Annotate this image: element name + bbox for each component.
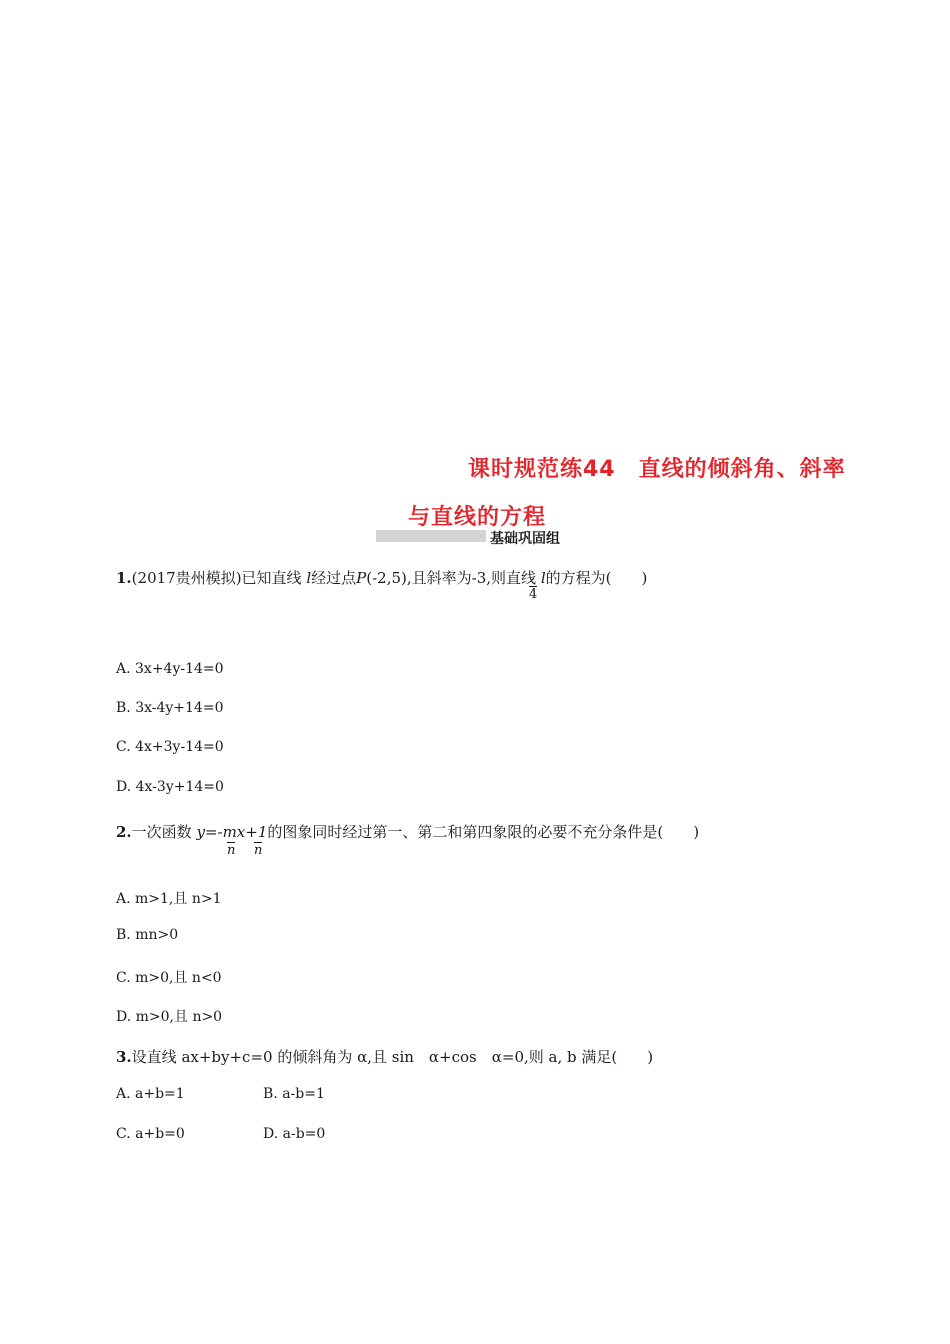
option-b[interactable]: B. a-b=1 <box>263 1086 325 1102</box>
page-title-line2: 与直线的方程 <box>408 505 547 530</box>
option-b[interactable]: B. 3x-4y+14=0 <box>116 700 224 716</box>
question-number: 1. <box>116 569 132 587</box>
question-text: 经过点 <box>311 569 357 587</box>
question-text: (2017贵州模拟)已知直线 <box>131 569 302 587</box>
option-d[interactable]: D. m>0,且 n>0 <box>116 1009 223 1025</box>
option-c[interactable]: C. 4x+3y-14=0 <box>116 739 224 755</box>
expression: y=-mx+1 <box>196 823 268 841</box>
question-text: 的方程为( ) <box>545 569 648 587</box>
section-heading: 基础巩固组 <box>490 531 560 547</box>
fraction-denominator: 4 <box>529 587 538 602</box>
variable: l <box>306 569 312 587</box>
question-2 <box>116 821 699 842</box>
fraction-denominator: n <box>254 843 263 858</box>
question-text: 的图象同时经过第一、第二和第四象限的必要不充分条件是( ) <box>267 823 700 841</box>
option-d[interactable]: D. a-b=0 <box>263 1126 326 1142</box>
question-3 <box>116 1046 653 1067</box>
question-text: ,则直线 <box>486 569 537 587</box>
question-number: 3. <box>116 1048 132 1066</box>
question-text: 一次函数 <box>131 823 192 841</box>
option-a[interactable]: A. m>1,且 n>1 <box>116 891 222 907</box>
option-a[interactable]: A. 3x+4y-14=0 <box>116 661 224 677</box>
fraction-denominator: n <box>227 843 236 858</box>
option-a[interactable]: A. a+b=1 <box>116 1086 185 1102</box>
variable: l <box>540 569 546 587</box>
option-d[interactable]: D. 4x-3y+14=0 <box>116 779 224 795</box>
question-number: 2. <box>116 823 132 841</box>
variable: P <box>356 569 367 587</box>
question-text: (-2,5),且斜率为- <box>366 569 477 587</box>
option-c[interactable]: C. a+b=0 <box>116 1126 185 1142</box>
option-b[interactable]: B. mn>0 <box>116 927 179 943</box>
option-c[interactable]: C. m>0,且 n<0 <box>116 970 222 986</box>
section-bar <box>376 530 486 542</box>
question-text: 设直线 ax+by+c=0 的倾斜角为 α,且 sin α+cos α=0,则 a, b 满足( ) <box>131 1048 654 1066</box>
page-title-line1: 课时规范练44 直线的倾斜角、斜率 <box>468 457 846 482</box>
fraction-numerator: 3 <box>476 569 487 587</box>
question-1 <box>116 567 647 588</box>
